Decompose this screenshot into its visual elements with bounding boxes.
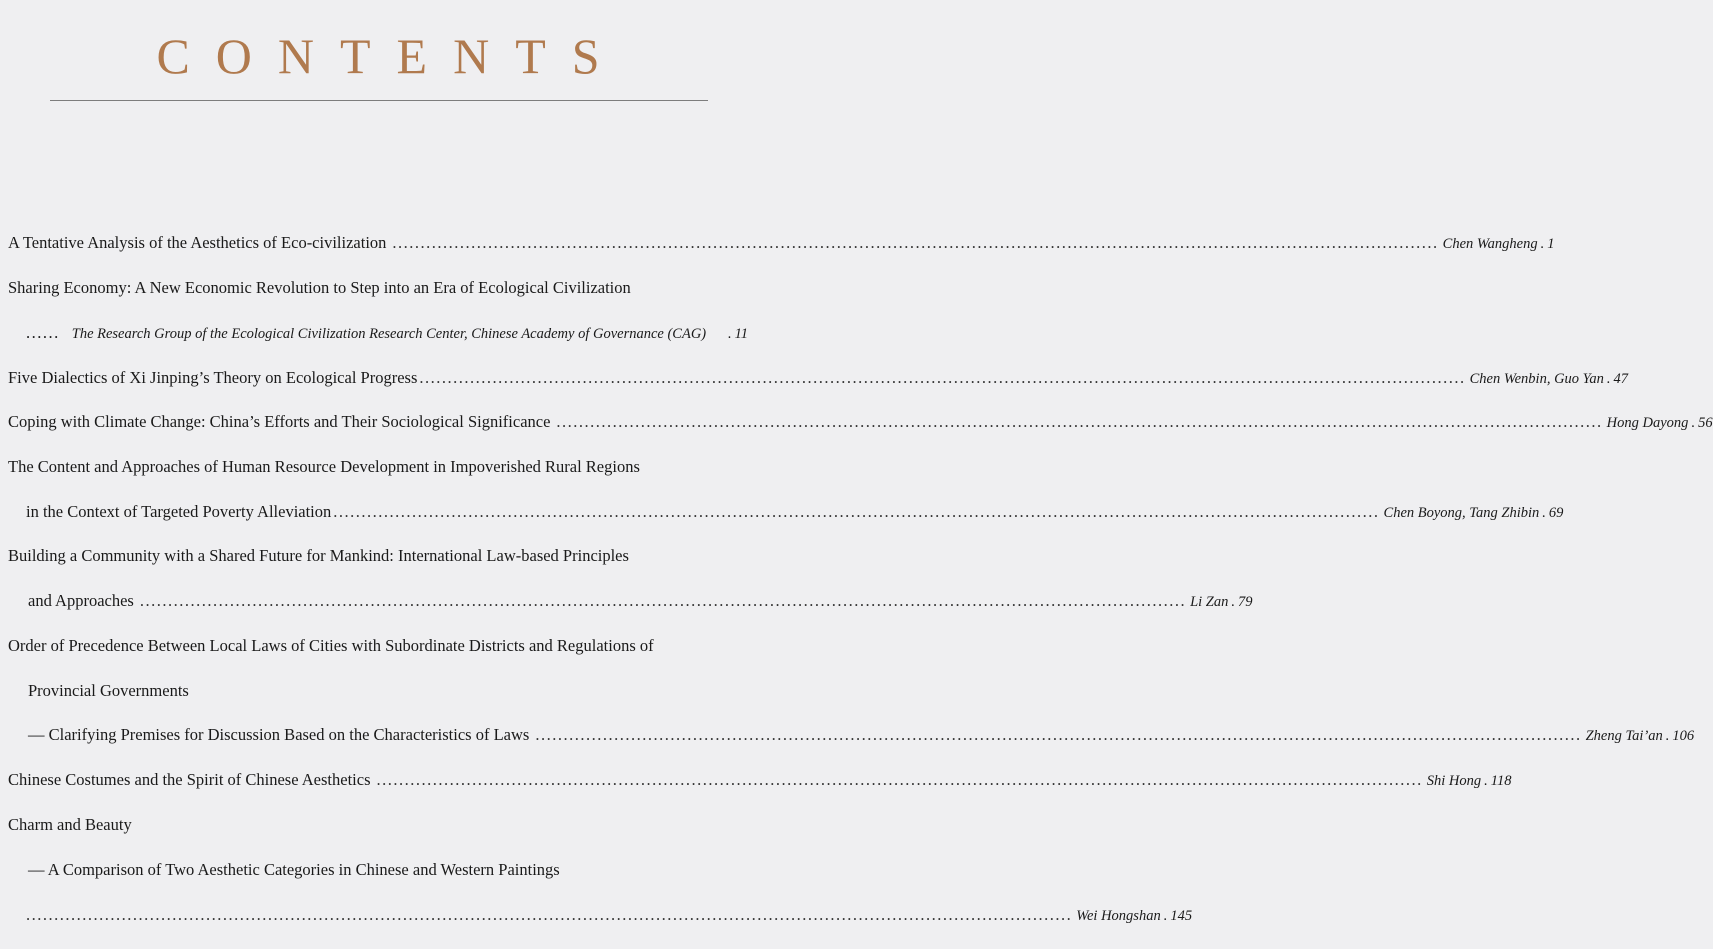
entry-page: 11 [734, 326, 748, 342]
entry-title-line2: Provincial Governments [28, 681, 189, 700]
entry-page: 69 [1548, 505, 1564, 521]
leader-dots: .......................................................................................................................................................................................... [535, 725, 1582, 744]
toc-entry[interactable] [8, 231, 1555, 255]
page-separator: . [1163, 908, 1168, 924]
toc-entry[interactable] [8, 544, 748, 568]
toc-entry[interactable] [8, 455, 748, 479]
entry-title: Order of Precedence Between Local Laws of Cities with Subordinate Districts and Regulations of [8, 636, 654, 655]
page-title: CONTENTS [156, 28, 626, 84]
leader-dots: .......................................................................................................................................................................................... [139, 591, 1187, 610]
entry-title: Chinese Costumes and the Spirit of Chinese Aesthetics [8, 770, 371, 789]
page-separator: . [1665, 728, 1670, 744]
leader-dots: .......................................................................................................................................................................................... [392, 233, 1439, 252]
toc-entry[interactable] [8, 410, 1713, 434]
entry-author: Chen Boyong, Tang Zhibin [1383, 505, 1540, 521]
entry-title: A Tentative Analysis of the Aesthetics of Eco-civilization [8, 233, 387, 252]
entry-author: Wei Hongshan [1076, 908, 1161, 924]
entry-title: Coping with Climate Change: China’s Efforts and Their Sociological Significance [8, 412, 551, 431]
toc-entry-continuation[interactable] [28, 679, 748, 703]
entry-subtitle: — Clarifying Premises for Discussion Based on the Characteristics of Laws [28, 725, 530, 744]
toc-entry-continuation[interactable] [28, 589, 1253, 613]
leader-dots: .......................................................................................................................................................................................... [376, 770, 1423, 789]
page-separator: . [1542, 505, 1546, 521]
toc-entry-continuation[interactable] [26, 903, 1193, 927]
toc-entry-continuation[interactable] [26, 321, 748, 345]
entry-title: Five Dialectics of Xi Jinping’s Theory on Ecological Progress [8, 368, 418, 387]
entry-title: Charm and Beauty [8, 815, 132, 834]
toc-entry-continuation[interactable] [26, 500, 1564, 524]
title-divider [50, 100, 708, 101]
toc-entry[interactable] [8, 276, 748, 300]
entry-author: Chen Wangheng [1442, 236, 1538, 252]
toc-entry[interactable] [8, 813, 748, 837]
page-separator: . [1691, 415, 1696, 431]
leader-dots: .......................................................................................................................................................................................... [419, 368, 1466, 387]
entry-title: Sharing Economy: A New Economic Revolution to Step into an Era of Ecological Civilization [8, 278, 631, 297]
entry-author: The Research Group of the Ecological Civilization Research Center, Chinese Academy of Governance (CAG) [71, 326, 707, 342]
leader-dots: .......................................................................................................................................................................................... [556, 412, 1603, 431]
entry-subtitle: — A Comparison of Two Aesthetic Categories in Chinese and Western Paintings [28, 860, 560, 879]
page-separator: . [1540, 236, 1545, 252]
leader-dots: ...... [26, 323, 60, 342]
page-separator: . [1484, 773, 1488, 789]
toc-entry[interactable] [8, 634, 748, 658]
entry-page: 47 [1613, 371, 1629, 387]
entry-page: 118 [1490, 773, 1512, 789]
entry-page: 106 [1672, 728, 1695, 744]
toc-entry[interactable] [8, 768, 1512, 792]
entry-page: 56 [1698, 415, 1713, 431]
entry-page: 145 [1170, 908, 1193, 924]
toc-entry-subtitle[interactable] [28, 858, 748, 882]
entry-author: Shi Hong [1426, 773, 1482, 789]
leader-dots: .......................................................................................................................................................................................... [333, 502, 1380, 521]
entry-title-line2: and Approaches [28, 591, 134, 610]
page-separator: . [1231, 594, 1236, 610]
entry-title-line2: in the Context of Targeted Poverty Alleviation [26, 502, 332, 521]
entry-title: Building a Community with a Shared Future for Mankind: International Law-based Principles [8, 546, 629, 565]
entry-author: Li Zan [1190, 594, 1229, 610]
entry-title: The Content and Approaches of Human Resource Development in Impoverished Rural Regions [8, 457, 640, 476]
toc-entry[interactable] [8, 366, 1629, 390]
entry-author: Hong Dayong [1606, 415, 1689, 431]
entry-page: 79 [1238, 594, 1253, 610]
leader-dots: .......................................................................................................................................................................................... [26, 905, 1073, 924]
entry-author: Zheng Tai’an [1585, 728, 1663, 744]
page-separator: . [1606, 371, 1611, 387]
entry-author: Chen Wenbin, Guo Yan [1469, 371, 1604, 387]
page-separator: . [727, 326, 732, 342]
toc-entry-subtitle[interactable] [28, 723, 1695, 747]
entry-page: 1 [1547, 236, 1555, 252]
